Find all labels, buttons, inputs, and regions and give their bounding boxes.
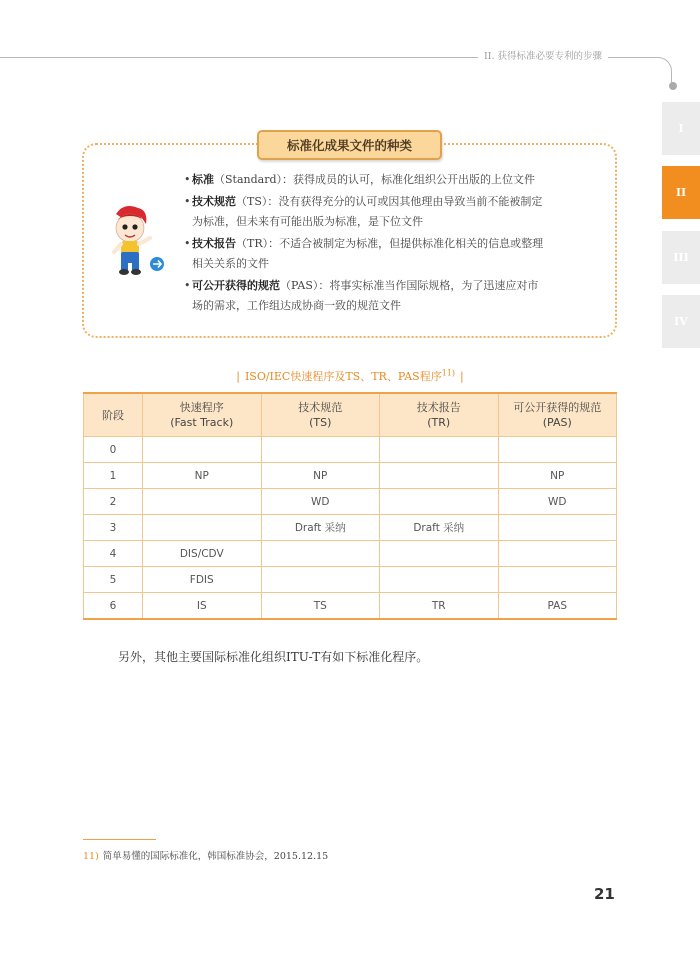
table-cell: PAS: [498, 593, 617, 620]
table-cell: 6: [84, 593, 143, 620]
header-cell-fast-track: 快速程序 (Fast Track): [143, 393, 262, 437]
table-cell: [498, 515, 617, 541]
mascot-illustration: [104, 204, 166, 276]
table-row: [84, 593, 617, 620]
definition-list: [180, 170, 610, 318]
table-cell: [498, 567, 617, 593]
info-box-title: 标准化成果文件的种类: [257, 130, 442, 160]
table-cell: [261, 541, 380, 567]
table-cell: NP: [498, 463, 617, 489]
table-cell: [498, 541, 617, 567]
table-cell: TR: [380, 593, 499, 620]
table-row: [84, 567, 617, 593]
definition-item: • 标准（Standard）：获得成员的认可，标准化组织公开出版的上位文件: [184, 173, 535, 186]
table-cell: Draft 采纳: [261, 515, 380, 541]
body-paragraph: 另外，其他主要国际标准化组织ITU-T有如下标准化程序。: [118, 650, 429, 664]
header-dot: [669, 82, 677, 90]
table-cell: 1: [84, 463, 143, 489]
table-cell: 5: [84, 567, 143, 593]
table-cell: [380, 541, 499, 567]
term-tr: 技术报告: [192, 237, 236, 250]
side-tab-2-active[interactable]: II: [662, 166, 700, 219]
term-pas: 可公开获得的规范: [192, 279, 280, 292]
table-cell: NP: [143, 463, 262, 489]
table-cell: WD: [498, 489, 617, 515]
table-cell: TS: [261, 593, 380, 620]
term-ts: 技术规范: [192, 195, 236, 208]
table-caption: | ISO/IEC快速程序及TS、TR、PAS程序$^{11)}$ |: [236, 368, 464, 383]
table-cell: [143, 489, 262, 515]
table-row: [84, 541, 617, 567]
header-cell-pas: 可公开获得的规范 (PAS): [498, 393, 617, 437]
footnote-rule: [83, 839, 156, 840]
table-cell: 4: [84, 541, 143, 567]
table-cell: 0: [84, 437, 143, 463]
table-cell: WD: [261, 489, 380, 515]
chapter-title: II. 获得标准必要专利的步骤: [478, 50, 608, 64]
table-cell: FDIS: [143, 567, 262, 593]
footnote: 11) 简单易懂的国际标准化，韩国标准协会，2015.12.15: [83, 851, 329, 862]
header-cell-stage: 阶段: [84, 393, 143, 437]
table-cell: [380, 463, 499, 489]
table-cell: [380, 437, 499, 463]
table-cell: 2: [84, 489, 143, 515]
header-cell-ts: 技术规范 (TS): [261, 393, 380, 437]
table-row: [84, 437, 617, 463]
table-cell: NP: [261, 463, 380, 489]
table-cell: IS: [143, 593, 262, 620]
definition-item: • 技术报告（TR）：不适合被制定为标准，但提供标准化相关的信息或整理 相关关系的文件: [184, 237, 544, 270]
table-row: [84, 489, 617, 515]
table-cell: [498, 437, 617, 463]
table-cell: 3: [84, 515, 143, 541]
table-header-row: [84, 393, 617, 437]
table-cell: [143, 437, 262, 463]
side-tab-4[interactable]: IV: [662, 295, 700, 348]
table-row: [84, 515, 617, 541]
table-cell: [261, 567, 380, 593]
table-cell: DIS/CDV: [143, 541, 262, 567]
term-standard: 标准: [192, 173, 214, 186]
definition-item: • 可公开获得的规范（PAS）：将事实标准当作国际规格，为了迅速应对市 场的需求，工作组达成协商一致的规范文件: [184, 279, 539, 312]
table-cell: [380, 489, 499, 515]
header-cell-tr: 技术报告 (TR): [380, 393, 499, 437]
side-tab-1[interactable]: I: [662, 102, 700, 155]
table-cell: Draft 采纳: [380, 515, 499, 541]
table-row: [84, 463, 617, 489]
table-cell: [143, 515, 262, 541]
table-cell: [261, 437, 380, 463]
procedure-table: [83, 392, 617, 620]
page-number: 21: [594, 885, 615, 903]
side-tab-3[interactable]: III: [662, 231, 700, 284]
definition-item: • 技术规范（TS）：没有获得充分的认可或因其他理由导致当前不能被制定 为标准，但未来有可能出版为标准，是下位文件: [184, 195, 543, 228]
table-cell: [380, 567, 499, 593]
